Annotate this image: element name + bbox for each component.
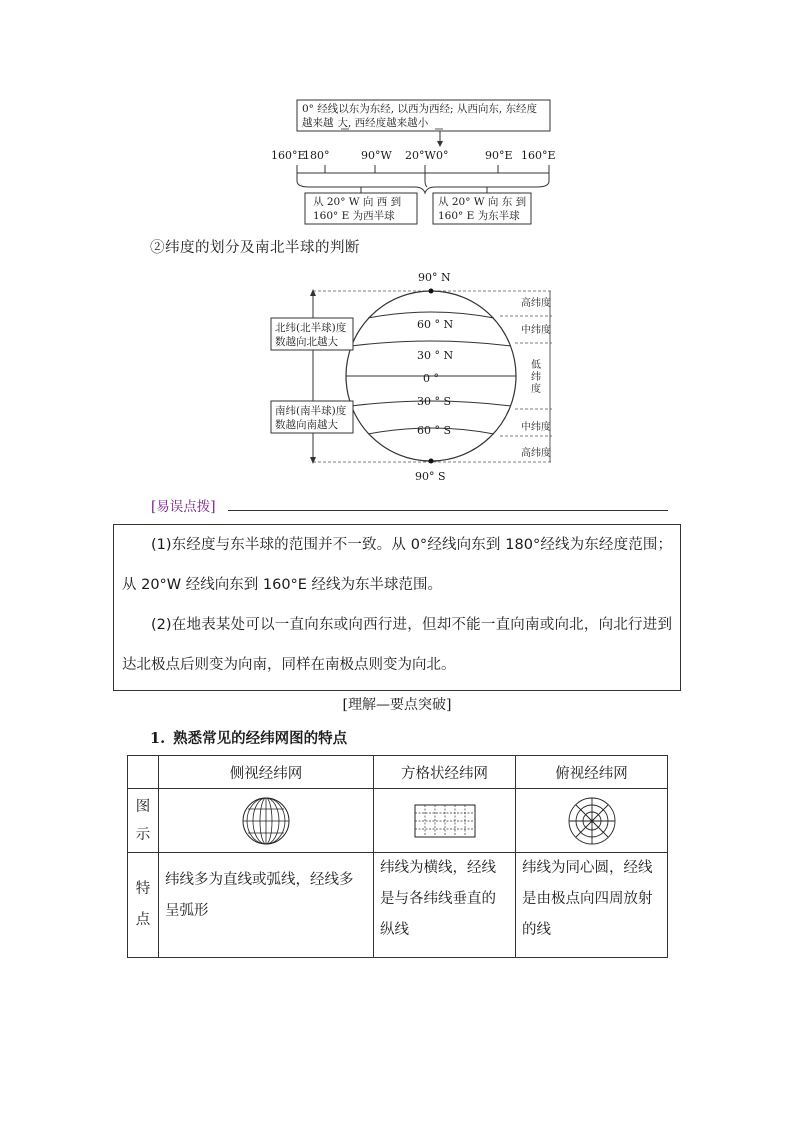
table-row-diagram: [128, 789, 668, 853]
tip-paragraph-2: (2)在地表某处可以一直向东或向西行进，但却不能一直向南或向北，向北行进到达北极点后则变为向南，同样在南极点则变为向北。: [122, 617, 672, 673]
western-hemisphere-line2: 160° E 为西半球: [313, 210, 395, 222]
tick-0: 0°: [436, 149, 449, 162]
feature-side-view: 纬线多为直线或弧线，经线多呈弧形: [159, 853, 374, 958]
header-top-view: 俯视经纬网: [516, 756, 668, 789]
zone-low-3: 度: [531, 384, 541, 395]
side-view-diagram-cell: [159, 789, 374, 853]
tick-90w: 90°W: [361, 149, 392, 162]
latitude-subheading: ②纬度的划分及南北半球的判断: [150, 240, 360, 256]
lat-label-30n: 30 ° N: [417, 349, 454, 362]
longitude-rule-line2: 越来越 大, 西经度越来越小: [302, 117, 429, 129]
grid-graticule-icon: [414, 804, 476, 838]
zone-low-2: 纬: [531, 372, 541, 383]
eastern-hemisphere-line2: 160° E 为东半球: [438, 210, 520, 222]
row-head-diagram: 图 示: [128, 789, 159, 853]
top-view-diagram-cell: [516, 789, 668, 853]
table-header-row: [128, 756, 668, 789]
lat-label-60n: 60 ° N: [417, 318, 454, 331]
south-latitude-line1: 南纬(南半球)度: [275, 405, 347, 417]
western-hemisphere-line1: 从 20° W 向 西 到: [313, 196, 402, 208]
point-title-text: 熟悉常见的经纬网图的特点: [173, 730, 348, 747]
tip-divider: [228, 510, 668, 511]
south-latitude-line2: 数越向南越大: [275, 419, 338, 431]
tick-160e-left: 160°E: [271, 149, 306, 162]
lat-label-60s: 60 ° S: [417, 424, 452, 437]
zone-low-1: 低: [531, 360, 541, 371]
longitude-rule-line1: 0° 经线以东为东经, 以西为西经; 从西向东, 东经度: [302, 103, 537, 115]
header-side-view: 侧视经纬网: [159, 756, 374, 789]
feature-grid-view: 纬线为横线，经线是与各纬线垂直的纵线: [374, 853, 516, 958]
lat-label-30s: 30 ° S: [417, 395, 452, 408]
zone-mid-south: 中纬度: [521, 422, 551, 433]
lat-label-90s: 90° S: [415, 470, 446, 483]
north-latitude-line2: 数越向北越大: [275, 336, 338, 348]
lat-label-equator: 0 °: [423, 372, 439, 385]
section-tag: [理解—要点突破]: [342, 697, 452, 713]
graticule-comparison-table: [127, 755, 668, 958]
zone-mid-north: 中纬度: [521, 325, 551, 336]
zone-high-south: 高纬度: [521, 448, 551, 459]
tick-160e-right: 160°E: [521, 149, 556, 162]
header-grid-view: 方格状经纬网: [374, 756, 516, 789]
side-view-graticule-icon: [240, 795, 292, 847]
table-corner-cell: [128, 756, 159, 789]
tip-paragraph-1: (1)东经度与东半球的范围并不一致。从 0°经线向东到 180°经线为东经度范围；从 20°W 经线向东到 160°E 经线为东半球范围。: [122, 537, 672, 593]
north-latitude-line1: 北纬(北半球)度: [275, 322, 347, 334]
point-number: 1.: [150, 730, 166, 747]
tick-180: 180°: [303, 149, 330, 162]
zone-high-north: 高纬度: [521, 298, 551, 309]
tick-90e: 90°E: [485, 149, 513, 162]
polar-graticule-icon: [566, 795, 618, 847]
row-head-features: 特 点: [128, 853, 159, 958]
table-row-features: [128, 853, 668, 958]
lat-label-90n: 90° N: [418, 271, 451, 284]
tick-20w: 20°W: [405, 149, 436, 162]
grid-view-diagram-cell: [374, 789, 516, 853]
eastern-hemisphere-line1: 从 20° W 向 东 到: [438, 196, 527, 208]
tip-tag: [易误点拨]: [151, 499, 216, 515]
longitude-division-figure: [265, 95, 565, 230]
feature-top-view: 纬线为同心圆，经线是由极点向四周放射的线: [516, 853, 668, 958]
point-heading: [150, 727, 347, 748]
latitude-division-figure: [265, 268, 565, 488]
tip-box: [113, 524, 681, 691]
